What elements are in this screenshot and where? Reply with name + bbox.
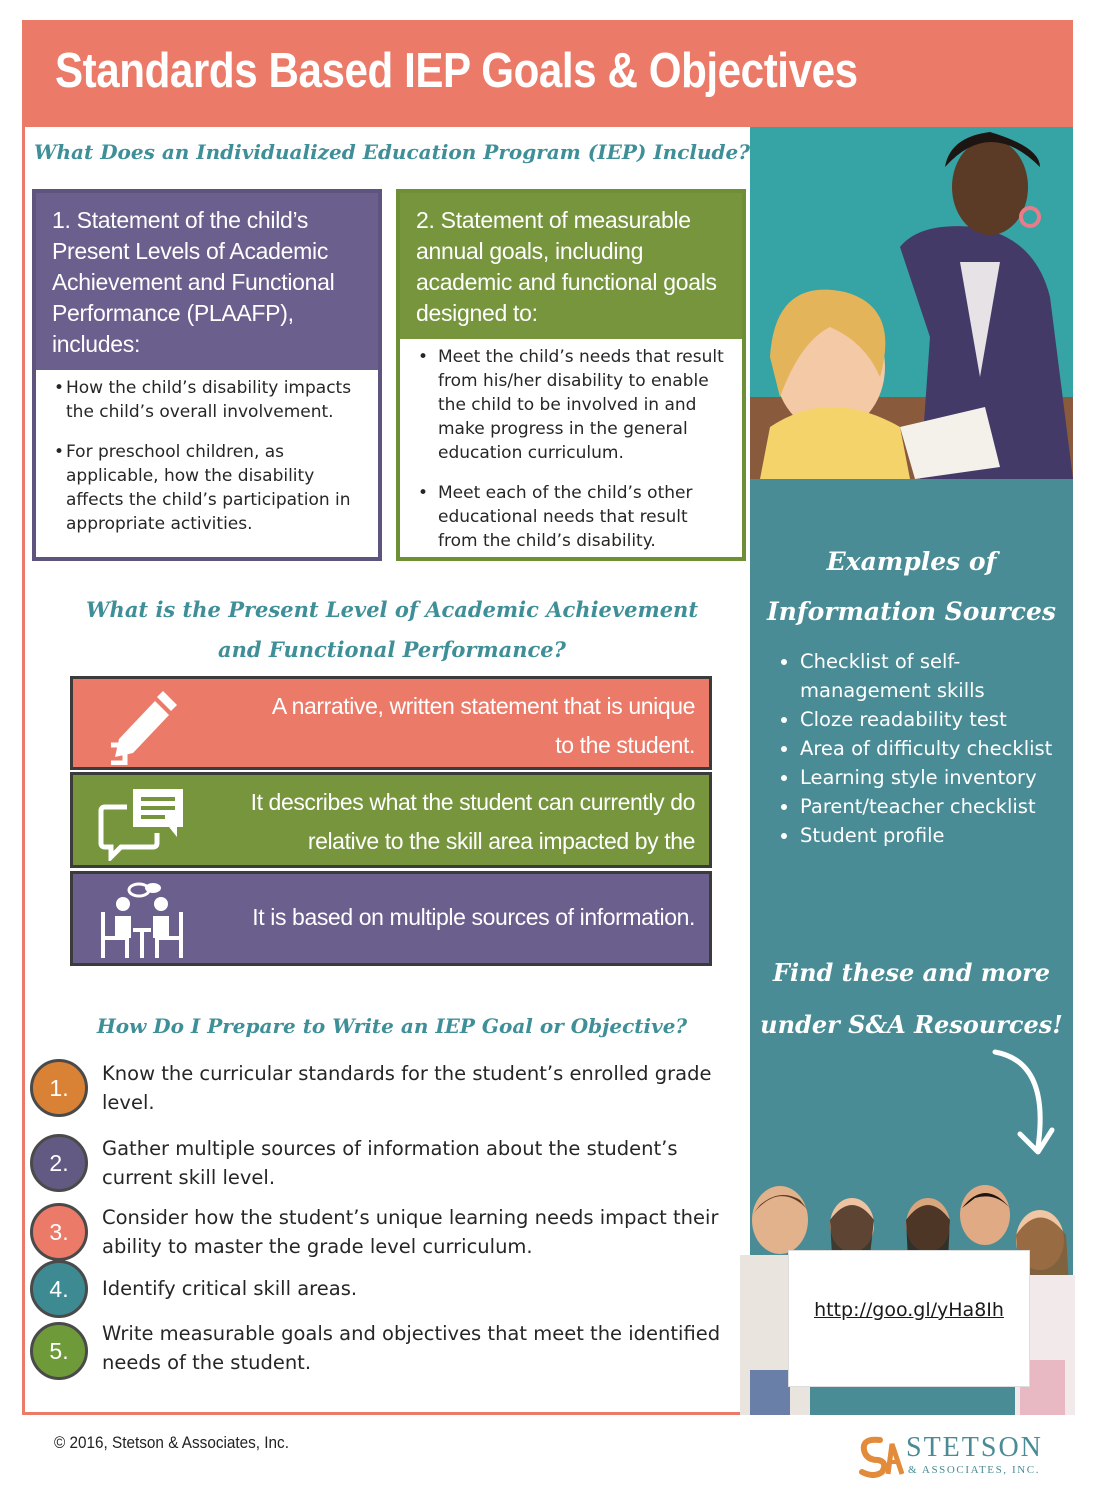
meeting-icon [97, 882, 187, 960]
page-title: Standards Based IEP Goals & Objectives [55, 44, 858, 98]
teacher-student-illustration [750, 127, 1073, 479]
step-text: Write measurable goals and objectives that meet the identified needs of the student. [102, 1322, 721, 1374]
step-number-badge: 1. [30, 1059, 88, 1117]
teacher-student-photo [750, 127, 1073, 479]
header-banner [25, 23, 1070, 127]
list-item: • Area of difficulty checklist [800, 734, 1090, 763]
step-number-badge: 4. [30, 1260, 88, 1318]
step-number-badge: 3. [30, 1203, 88, 1261]
card-plaafp [32, 189, 382, 561]
step-text: Consider how the student’s unique learning needs impact their ability to master the grade level curriculum. [102, 1206, 719, 1258]
chat-bubbles-icon [97, 783, 187, 861]
logo-name: STETSON [906, 1432, 1043, 1463]
list-item: • Parent/teacher checklist [800, 792, 1090, 821]
step-number-badge: 5. [30, 1322, 88, 1380]
card-plaafp-heading: 1. Statement of the child’s Present Levels of Academic Achievement and Functional Performance (PLAAFP), includes: [36, 193, 378, 370]
plaafp-bar-sources: It is based on multiple sources of information. [70, 871, 712, 966]
section-prepare-title: How Do I Prepare to Write an IEP Goal or Objective? [96, 1014, 688, 1038]
step-text: Know the curricular standards for the student’s enrolled grade level. [102, 1062, 712, 1114]
logo-subtitle: & ASSOCIATES, INC. [908, 1464, 1041, 1476]
list-item: • Learning style inventory [800, 763, 1090, 792]
plaafp-bar-narrative: A narrative, written statement that is unique to the student. [70, 676, 712, 770]
card-plaafp-list [54, 376, 364, 536]
step-number-badge: 2. [30, 1134, 88, 1192]
find-resources-text: Find these and more under S&A Resources! [760, 958, 1063, 1039]
information-sources-list [772, 647, 1090, 850]
pencil-icon [97, 687, 187, 765]
list-item: • Cloze readability test [800, 705, 1090, 734]
curved-arrow-icon [990, 1042, 1060, 1162]
section-plaafp-title: What is the Present Level of Academic Achievement and Functional Performance? [85, 597, 699, 662]
stetson-logo [858, 1432, 1058, 1482]
resources-link[interactable]: http://goo.gl/yHa8Ih [814, 1299, 1004, 1321]
card-annual-goals-heading: 2. Statement of measurable annual goals, including academic and functional goals designed to: [400, 193, 742, 339]
stetson-logo-mark-icon [858, 1434, 904, 1478]
list-item: • Checklist of self-management skills [800, 647, 1090, 705]
examples-title: Examples of Information Sources [766, 547, 1056, 626]
step-text: Gather multiple sources of information about the student’s current skill level. [102, 1137, 678, 1189]
copyright-text: © 2016, Stetson & Associates, Inc. [54, 1433, 289, 1452]
list-item: • How the child’s disability impacts the child’s overall involvement. [54, 376, 364, 424]
list-item: • Meet the child’s needs that result from his/her disability to enable the child to be involved in and make progress in the general education curriculum. [418, 345, 728, 465]
list-item: • For preschool children, as applicable, how the disability affects the child’s participation in appropriate activities. [54, 440, 364, 536]
card-annual-goals [396, 189, 746, 561]
card-annual-goals-list [418, 345, 728, 553]
step-text: Identify critical skill areas. [102, 1277, 358, 1300]
list-item: • Student profile [800, 821, 1090, 850]
resources-sign [788, 1250, 1030, 1387]
list-item: • Meet each of the child’s other educational needs that result from the child’s disability. [418, 481, 728, 553]
plaafp-bar-describes: It describes what the student can currently do relative to the skill area impacted by the [70, 772, 712, 868]
section-iep-title: What Does an Individualized Education Program (IEP) Include? [34, 140, 750, 164]
